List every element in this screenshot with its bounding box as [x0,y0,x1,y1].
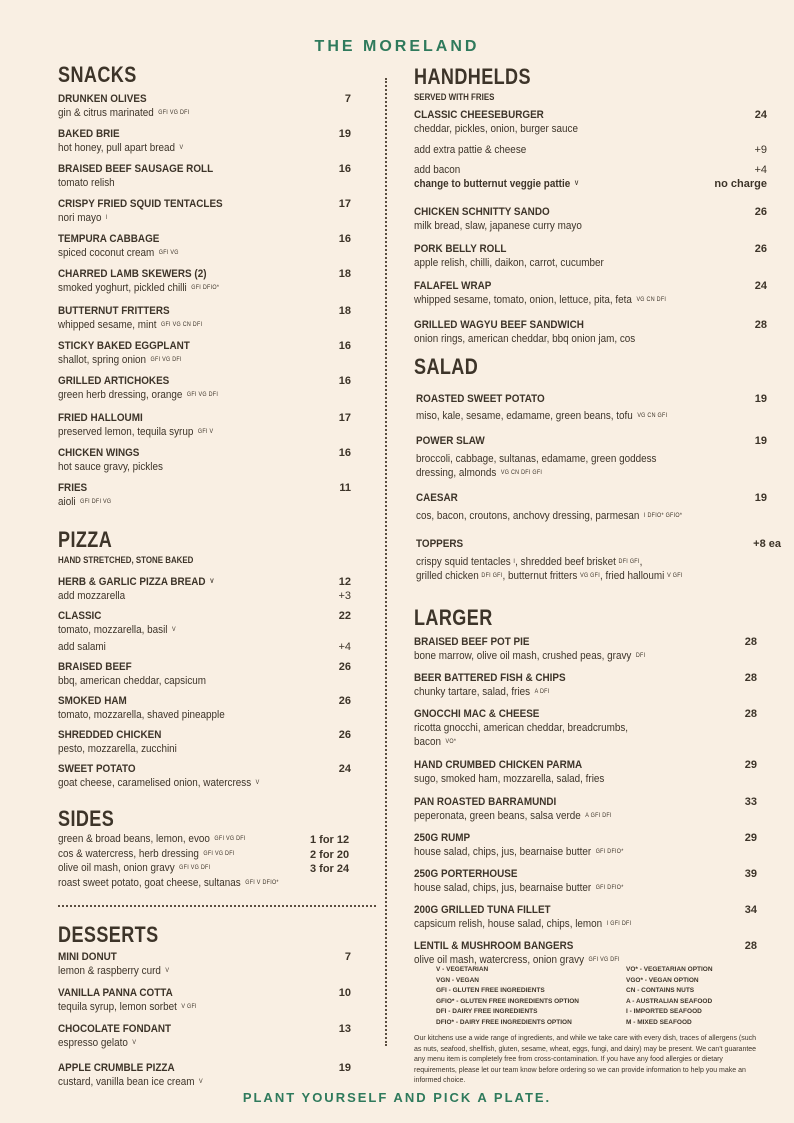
legend-entry: DFI - DAIRY FREE INGREDIENTS [436,1008,538,1015]
item-desc: preserved lemon, tequila syrup [58,426,194,438]
item-price: 24 [338,763,351,775]
right-column [414,64,781,967]
sides-deal: 2 for 20 [310,848,350,861]
item-price: 19 [754,435,767,447]
item-tags: V [255,780,260,786]
legend-entry: I - IMPORTED SEAFOOD [626,1008,702,1015]
menu-item [414,635,757,663]
item-desc: bacon [414,736,441,748]
menu-item [58,481,351,509]
item-name: PAN ROASTED BARRAMUNDI [414,796,557,808]
menu-item [58,127,351,155]
item-name: CAESAR [416,492,458,504]
item-tags: GFI V DFIO* [245,879,279,886]
menu-item [58,1022,351,1050]
item-desc: shallot, spring onion [58,354,147,366]
item-addon: add salami [58,641,106,653]
legend-entry: M - MIXED SEAFOOD [626,1018,692,1026]
brand-title: THE MORELAND [314,38,480,55]
item-tags: GFI VG DFI [214,836,246,842]
item-tags: GFI VG [158,250,179,256]
item-desc: miso, kale, sesame, edamame, green beans, tofu [416,410,633,422]
section-title-desserts: DESSERTS [58,922,159,947]
menu-item [414,205,767,233]
item-name: SMOKED HAM [58,695,127,707]
item-desc: green herb dressing, orange [58,389,183,401]
item-tags: GFI DFIO* [595,885,624,891]
item-tags: GFI VG DFI [179,865,211,871]
item-price: 16 [338,340,351,352]
item-name: BAKED BRIE [58,128,120,140]
legend-entry: V - VEGETARIAN [436,966,489,973]
menu-item [58,694,351,722]
item-desc: house salad, chips, jus, bearnaise butter [414,846,592,858]
menu-item [58,304,351,332]
item-desc: bbq, american cheddar, capsicum [58,675,207,687]
menu-item [414,279,767,307]
item-desc: custard, vanilla bean ice cream [58,1076,195,1088]
legend-entry: A - AUSTRALIAN SEAFOOD [626,997,713,1005]
item-name: HAND CRUMBED CHICKEN PARMA [414,759,583,771]
addon-row [414,143,767,157]
item-tags: V [132,1040,137,1046]
item-name: LENTIL & MUSHROOM BANGERS [414,940,574,952]
legend-entry: VGN - VEGAN [436,976,479,984]
item-desc: tomato, mozzarella, basil [58,624,168,636]
item-price: 29 [744,759,757,771]
item-desc: capsicum relish, house salad, chips, lemon [414,918,603,930]
menu-item [414,108,767,136]
item-desc: bone marrow, olive oil mash, crushed peas, gravy [414,650,632,662]
item-price: 16 [338,163,351,175]
menu-item [58,232,351,260]
item-desc: whipped sesame, tomato, onion, lettuce, pita, feta [414,294,632,306]
legend-entry: GFIO* - GLUTEN FREE INGREDIENTS OPTION [436,997,580,1005]
item-price: 18 [338,305,351,317]
topper-sep: , [639,556,643,568]
item-name: BEER BATTERED FISH & CHIPS [414,672,566,684]
legend-entry: DFIO* - DAIRY FREE INGREDIENTS OPTION [436,1018,572,1026]
item-desc: chunky tartare, salad, fries [414,686,531,698]
section-subtitle-handhelds: SERVED WITH FRIES [414,92,495,102]
item-price: 16 [338,233,351,245]
menu-item [414,707,757,749]
menu-item [58,197,351,225]
item-name: BRAISED BEEF POT PIE [414,636,530,648]
item-name: TOPPERS [416,538,464,550]
item-tags: VG CN DFI [636,297,667,303]
menu-item [58,762,351,790]
item-price: 29 [744,832,757,844]
item-name: ROASTED SWEET POTATO [416,393,545,405]
item-tags: GFI V [197,429,214,435]
menu-item [414,758,757,786]
allergen-note: Our kitchens use a wide range of ingredients, and while we take care with every dish, traces of allergens (such as nuts, seafood, shellfish, gluten, sesame, wheat, eggs, fungi, and dairy) may be present. We can't guarantee any menu item is completely free from cross-contamination. If you have any food allergies or dietary requirements, please let our team know before ordering so we can provide information to help you make an informed choice. [414,1035,757,1084]
item-price: 22 [338,610,351,622]
item-name: GRILLED ARTICHOKES [58,375,170,387]
item-desc: broccoli, cabbage, sultanas, edamame, green goddess [416,453,657,465]
item-desc: roast sweet potato, goat cheese, sultanas [58,876,241,889]
item-name: MINI DONUT [58,951,117,963]
item-name: CHICKEN WINGS [58,447,140,459]
item-desc: cos & watercress, herb dressing [58,847,199,860]
vertical-divider [385,78,387,1046]
item-price: 24 [754,280,767,292]
menu-item [58,374,351,402]
item-tags: I DFIO* GFIO* [643,513,683,519]
item-desc: cheddar, pickles, onion, burger sauce [414,123,579,135]
item-price: 16 [338,375,351,387]
section-title-pizza: PIZZA [58,527,113,552]
item-name: FRIED HALLOUMI [58,412,143,424]
item-tags: VG CN DFI GFI [500,470,543,476]
item-tags: GFI VG DFI [588,957,620,963]
item-desc: gin & citrus marinated [58,107,154,119]
topper: crispy squid tentacles [416,556,511,568]
item-name: HERB & GARLIC PIZZA BREAD [58,576,206,588]
item-name: 250G PORTERHOUSE [414,868,518,880]
item-price: 26 [338,695,351,707]
item-price: 34 [744,904,757,916]
menu-item [416,434,767,480]
item-price: 39 [744,868,757,880]
item-name: GNOCCHI MAC & CHEESE [414,708,540,720]
item-addon-price: +4 [338,641,351,653]
menu-item [58,986,351,1014]
item-desc: cos, bacon, croutons, anchovy dressing, parmesan [416,510,640,522]
menu-item [414,795,757,823]
item-desc: house salad, chips, jus, bearnaise butter [414,882,592,894]
addon-price: +4 [754,164,767,176]
item-desc: lemon & raspberry curd [58,965,161,977]
item-tags: V [172,627,176,633]
topper: grilled chicken [416,570,479,582]
addon-row [414,177,767,201]
menu-item [58,162,351,190]
item-price: 28 [744,708,757,720]
item-addon-price: +3 [338,590,351,602]
item-price: 28 [744,636,757,648]
item-desc: hot honey, pull apart bread [58,142,176,154]
menu-item [58,1061,351,1089]
item-price: 7 [344,93,351,105]
item-desc: olive oil mash, onion gravy [58,862,175,874]
topper: , fried halloumi [599,570,665,582]
item-name: CHOCOLATE FONDANT [58,1023,172,1035]
menu-item [58,950,351,978]
item-price: 16 [338,447,351,459]
item-price: 26 [754,206,767,218]
addon-label: add bacon [414,164,461,176]
legend-entry: CN - CONTAINS NUTS [626,987,695,994]
item-tags: I [105,215,108,221]
item-tags: GFI VG DFI [186,392,219,398]
menu-item [416,491,767,523]
item-price: 19 [338,128,351,140]
item-tags: DFI GFI [618,559,640,565]
item-desc: milk bread, slaw, japanese curry mayo [414,220,582,232]
item-tags: I [513,559,516,565]
sides-deal: 1 for 12 [310,834,350,846]
item-tags: V [198,1079,203,1085]
addon-label: change to butternut veggie pattie [414,178,571,190]
menu-item [414,242,767,270]
legend-entry: VGO* - VEGAN OPTION [626,976,699,984]
item-name: BRAISED BEEF SAUSAGE ROLL [58,163,214,175]
menu-item [416,392,767,423]
item-price: 18 [338,268,351,280]
item-tags: V [165,968,170,974]
item-desc: smoked yoghurt, pickled chilli [58,282,187,294]
sides-deal: 3 for 24 [310,863,350,875]
item-tags: V [210,579,214,585]
item-name: APPLE CRUMBLE PIZZA [58,1062,175,1074]
menu-item [414,831,757,859]
item-price: 17 [338,198,351,210]
topper: , shredded beef brisket [515,556,616,568]
item-desc: peperonata, green beans, salsa verde [414,810,581,822]
item-tags: VO* [445,739,457,745]
item-desc: ricotta gnocchi, american cheddar, breadcrumbs, [414,722,629,734]
item-name: VANILLA PANNA COTTA [58,987,173,999]
addon-row [414,163,767,177]
item-tags: VG GFI [580,573,600,579]
item-price: 26 [338,661,351,673]
item-tags: A GFI DFI [585,813,612,819]
item-price: 19 [754,393,767,405]
item-desc: espresso gelato [58,1037,128,1049]
item-desc: tequila syrup, lemon sorbet [58,1001,177,1013]
horizontal-divider [58,905,376,907]
item-desc: sugo, smoked ham, mozzarella, salad, fries [414,773,605,785]
item-price: 26 [338,729,351,741]
item-price: +8 ea [753,538,781,550]
item-tags: VG CN GFI [637,413,668,419]
menu-item [58,92,351,120]
menu-item [58,609,351,654]
item-name: PORK BELLY ROLL [414,243,507,255]
menu-item [58,411,351,439]
left-column [58,62,351,1089]
item-tags: V GFI [667,573,683,579]
item-desc: tomato relish [58,177,115,189]
menu-item [58,339,351,367]
item-price: 28 [744,940,757,952]
item-price: 33 [744,796,757,808]
item-tags: DFI [635,653,646,659]
item-name: CLASSIC CHEESEBURGER [414,109,544,121]
menu-item [58,660,351,688]
item-name: SWEET POTATO [58,763,136,775]
item-name: TEMPURA CABBAGE [58,233,160,245]
item-tags: A DFI [534,689,550,695]
section-title-salad: SALAD [414,354,479,379]
menu-item [414,318,767,346]
item-price: 12 [338,576,351,588]
item-desc: nori mayo [58,212,102,224]
item-desc: olive oil mash, watercress, onion gravy [414,954,585,966]
menu-item [414,939,757,967]
item-desc: aioli [58,496,76,508]
item-tags: GFI DFI VG [80,499,112,505]
menu-item [58,728,351,756]
item-price: 26 [754,243,767,255]
item-desc: green & broad beans, lemon, evoo [58,833,210,845]
topper: , butternut fritters [502,570,578,582]
item-price: 19 [338,1062,351,1074]
item-desc: goat cheese, caramelised onion, watercress [58,777,252,789]
item-price: 28 [744,672,757,684]
sides-list [58,832,351,890]
item-tags: GFI VG DFI [158,110,190,116]
item-tags: GFI VG DFI [150,357,182,363]
item-name: CHICKEN SCHNITTY SANDO [414,206,550,218]
item-tags: DFI GFI [481,573,503,579]
section-subtitle-pizza: HAND STRETCHED, STONE BAKED [58,555,194,565]
item-desc: apple relish, chilli, daikon, carrot, cucumber [414,257,604,269]
tagline: PLANT YOURSELF AND PICK A PLATE. [242,1090,552,1105]
item-tags: GFI DFIO* [191,285,220,291]
section-title-sides: SIDES [58,806,115,831]
item-tags: V [179,145,184,151]
addon-price: +9 [754,144,767,156]
larger-list [414,635,767,967]
item-name: GRILLED WAGYU BEEF SANDWICH [414,319,584,331]
item-name: BRAISED BEEF [58,661,132,673]
item-name: CLASSIC [58,610,102,622]
item-name: 250G RUMP [414,832,471,844]
item-tags: I GFI DFI [606,921,632,927]
item-price: 7 [344,951,351,963]
item-name: FRIES [58,482,88,494]
item-name: DRUNKEN OLIVES [58,93,147,105]
item-desc: onion rings, american cheddar, bbq onion jam, cos [414,333,636,345]
sides-pricing [310,833,349,877]
item-desc: spiced coconut cream [58,247,155,259]
item-price: 11 [339,482,351,494]
addon-price: no charge [714,178,767,190]
menu-item [414,867,757,895]
legend-entry: VO* - VEGETARIAN OPTION [626,966,713,973]
section-title-handhelds: HANDHELDS [414,64,531,89]
toppers [416,537,781,583]
menu-item [58,267,351,295]
item-price: 17 [338,412,351,424]
item-desc: hot sauce gravy, pickles [58,461,163,473]
item-desc: dressing, almonds [416,467,497,479]
item-name: BUTTERNUT FRITTERS [58,305,170,317]
item-price: 24 [754,109,767,121]
item-name: CRISPY FRIED SQUID TENTACLES [58,198,223,210]
item-price: 13 [338,1023,351,1035]
item-desc: tomato, mozzarella, shaved pineapple [58,709,225,721]
menu-item [414,903,757,931]
addon-label: add extra pattie & cheese [414,144,527,156]
item-desc: pesto, mozzarella, zucchini [58,743,177,755]
salad-list [414,392,781,583]
section-title-snacks: SNACKS [58,62,137,87]
item-desc: whipped sesame, mint [58,319,157,331]
item-tags: GFI DFIO* [595,849,624,855]
item-name: FALAFEL WRAP [414,280,492,292]
item-name: STICKY BAKED EGGPLANT [58,340,190,352]
item-price: 19 [754,492,767,504]
item-tags: GFI VG DFI [203,850,235,857]
legend-entry: GFI - GLUTEN FREE INGREDIENTS [436,987,545,994]
menu-item [58,575,351,603]
item-price: 28 [754,319,767,331]
item-name: SHREDDED CHICKEN [58,729,162,741]
item-desc: add mozzarella [58,590,126,602]
item-tags: V [574,181,579,187]
item-name: 200G GRILLED TUNA FILLET [414,904,551,916]
item-tags: V GFI [181,1004,197,1010]
menu-item [58,446,351,474]
item-tags: GFI VG CN DFI [161,322,203,328]
item-price: 10 [338,987,351,999]
menu-item [414,671,757,699]
item-name: POWER SLAW [416,435,485,447]
item-name: CHARRED LAMB SKEWERS (2) [58,268,207,280]
section-title-larger: LARGER [414,605,493,630]
